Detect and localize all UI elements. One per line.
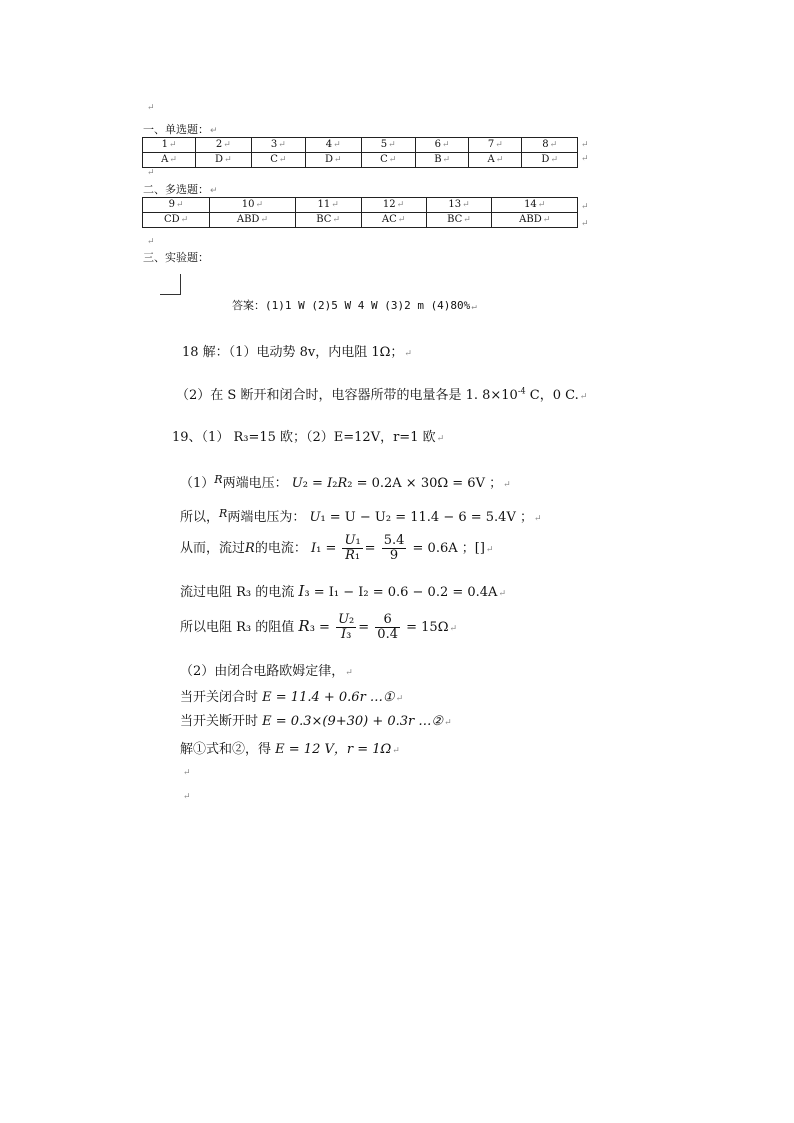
table-cell [361, 153, 415, 168]
table-cell [143, 198, 210, 213]
paragraph-mark: ↵ [345, 668, 353, 678]
table-cell [361, 138, 415, 153]
table-cell-value: 11 [317, 199, 331, 210]
paragraph-mark: ↵ [255, 200, 264, 210]
paragraph-mark: ↵ [537, 200, 546, 210]
paragraph-mark: ↵ [183, 792, 191, 802]
table-cell [305, 138, 361, 153]
table-cell-value: AC [381, 214, 397, 225]
table-cell-value: ABD [519, 214, 542, 225]
q19-line8 [180, 710, 452, 729]
paragraph-mark: ↵ [388, 140, 396, 150]
paragraph-mark: ↵ [278, 155, 287, 165]
q19-line5-text: 所以电阻 R₃ 的阻值 [180, 620, 295, 635]
paragraph-mark: ↵ [581, 202, 589, 212]
q19-line5: 所以电阻 R₃ 的阻值 R₃ = $\frac{\text{U₂}}{\text{I₃}}$ = $\frac{6}{0.4}$ = 15Ω↵ [180, 612, 458, 642]
table-cell [251, 138, 305, 153]
q19-line1-label: 两端电压： [222, 476, 288, 491]
paragraph-mark: ↵ [396, 200, 405, 210]
q19-line2-prefix: 所以， [180, 510, 220, 525]
q19-line7 [180, 686, 403, 705]
table-cell [196, 138, 252, 153]
paragraph-mark: ↵ [442, 140, 450, 150]
table-cell-value: 4 [325, 139, 333, 150]
q19-line1: $(1)^R$两端电压： U₂ = I₂R₂ = 0.2A × 30Ω = 6V ；↵ [180, 473, 511, 491]
table-cell-value: 1 [161, 139, 168, 150]
q19-line6 [180, 660, 353, 679]
q18-line2-suffix: C，0 C. [525, 388, 579, 403]
table-cell-value: 12 [382, 199, 396, 210]
q18-line2 [176, 384, 587, 403]
paragraph-mark: ↵ [581, 219, 589, 229]
paragraph-mark: ↵ [462, 200, 470, 210]
section-heading-text: 二、多选题： [143, 183, 209, 196]
paragraph-mark: ↵ [444, 718, 452, 728]
paragraph-mark: ↵ [581, 154, 589, 164]
table-cell-value: BC [447, 214, 463, 225]
paragraph-mark: ↵ [471, 302, 477, 312]
table-cell-value: CD [163, 214, 180, 225]
table-row [143, 198, 578, 213]
table-cell-value: 10 [241, 199, 255, 210]
table-cell [469, 153, 522, 168]
paragraph-mark: ↵ [392, 746, 400, 756]
fraction-numerator: 5.4 [383, 533, 405, 548]
q19-line1-end: ； [489, 476, 503, 491]
table-cell-value: D [541, 154, 550, 165]
q19-line8-equation: E = 0.3×(9+30) + 0.3r …② [262, 714, 444, 729]
paragraph-mark: ↵ [550, 155, 558, 165]
paragraph-mark: ↵ [169, 155, 177, 165]
q19-line4: 流过电阻 R₃ 的电流 I₃ = I₁ − I₂ = 0.6 − 0.2 = 0.4A↵ [180, 582, 506, 600]
section-heading-single-choice [143, 121, 218, 137]
q19-line4-text: 流过电阻 R₃ 的电流 [180, 585, 295, 600]
paragraph-mark: ↵ [210, 186, 218, 196]
table-cell [210, 213, 296, 228]
paragraph-mark: ↵ [175, 200, 184, 210]
fraction-u1-r1: $\frac{\text{U₁}}{\text{R₁}}$ [344, 533, 361, 563]
paragraph-mark: ↵ [278, 140, 286, 150]
q19-line9-equation: E = 12 V，r = 1Ω [275, 742, 392, 757]
paragraph-mark: ↵ [147, 168, 155, 178]
q19-line3-prefix: 从而，流过 [180, 541, 246, 556]
image-corner-frame [160, 274, 181, 295]
table-cell-value: 13 [448, 199, 462, 210]
paragraph-mark: ↵ [334, 155, 342, 165]
table-cell [295, 213, 361, 228]
q19-line2-end: ； [519, 510, 533, 525]
experiment-answer [232, 297, 477, 313]
table-cell-value: 3 [270, 139, 278, 150]
table-cell [492, 198, 578, 213]
q19-line5-equation: = 15Ω [406, 620, 449, 635]
table-row [143, 138, 578, 153]
table-cell-value: 6 [434, 139, 442, 150]
q18-line1 [182, 341, 412, 360]
table-cell [210, 198, 296, 213]
table-cell-value: A [161, 154, 169, 165]
q19-line9-text: 解①式和②，得 [180, 742, 272, 757]
fraction-5.4-9 [382, 534, 407, 563]
paragraph-mark: ↵ [260, 215, 268, 225]
q19-line2-equation: = U − U₂ = 11.4 − 6 = 5.4V [329, 510, 516, 525]
multi-choice-table [142, 197, 578, 228]
section-heading-experiment-cut: 三、实验题： [143, 251, 209, 264]
fraction-denominator: 0.4 [377, 627, 398, 642]
table-cell-value: 5 [380, 139, 388, 150]
table-cell-value: C [270, 154, 278, 165]
table-cell [415, 138, 468, 153]
paragraph-mark: ↵ [224, 155, 232, 165]
fraction-numerator: 6 [375, 613, 400, 628]
table-cell-value: 2 [215, 139, 223, 150]
table-cell [196, 153, 252, 168]
table-cell [361, 198, 426, 213]
paragraph-mark: ↵ [463, 215, 471, 225]
table-cell-value: B [434, 154, 442, 165]
q19-line2: 所以，$^R$两端电压为： U₁ = U − U₂ = 11.4 − 6 = 5.4V ；↵ [180, 507, 542, 525]
q19-line8-text: 当开关断开时 [180, 714, 259, 729]
table-cell-value: ABD [236, 214, 260, 225]
paragraph-mark: ↵ [436, 434, 445, 444]
paragraph-mark: ↵ [579, 392, 588, 402]
q18-line2-prefix: （2）在 S 断开和闭合时，电容器所带的电量各是 1. 8×10 [176, 388, 518, 403]
table-cell-value: 8 [542, 139, 549, 150]
paragraph-mark: ↵ [397, 215, 406, 225]
q19-line3: 从而，流过R的电流： I₁ = $\frac{\text{U₁}}{\text{R₁}}$ = $\frac{5.4}{9}$ = 0.6A ；[]↵ [180, 533, 494, 563]
table-cell [415, 153, 468, 168]
q19-line1-prefix: （1） [180, 476, 215, 491]
paragraph-mark: ↵ [503, 480, 511, 490]
q19-line7-text: 当开关闭合时 [180, 690, 259, 705]
paragraph-mark: ↵ [210, 126, 218, 136]
paragraph-mark: ↵ [534, 514, 542, 524]
table-row [143, 153, 578, 168]
table-cell-value: 9 [168, 199, 175, 210]
q19-line3-end: ；[] [461, 541, 485, 556]
table-cell [492, 213, 578, 228]
section-heading-multi-choice [143, 181, 218, 197]
paragraph-mark: ↵ [495, 140, 503, 150]
table-cell [251, 153, 305, 168]
q19-line4-equation: = I₁ − I₂ = 0.6 − 0.2 = 0.4A [313, 585, 498, 600]
fraction-denominator: 9 [389, 548, 399, 563]
table-cell [295, 198, 361, 213]
paragraph-mark: ↵ [388, 155, 397, 165]
q19-line2-label: 两端电压为： [227, 510, 306, 525]
q19-summary [172, 426, 444, 445]
table-cell-value: D [324, 154, 333, 165]
q18-exponent: -4 [517, 386, 526, 396]
table-cell [426, 213, 492, 228]
table-cell-value: 14 [524, 199, 537, 210]
paragraph-mark: ↵ [498, 589, 506, 599]
q19-line3-label: 的电流： [254, 541, 307, 556]
q19-summary-text: 19、（1） R₃=15 欧；（2）E=12V，r=1 欧 [172, 430, 436, 445]
section-heading-text: 一、单选题： [143, 123, 209, 136]
single-choice-table [142, 137, 578, 168]
table-cell [143, 138, 196, 153]
paragraph-mark: ↵ [549, 140, 558, 150]
paragraph-mark: ↵ [180, 215, 189, 225]
q19-line9 [180, 738, 400, 757]
paragraph-mark: ↵ [331, 200, 339, 210]
paragraph-mark: ↵ [485, 545, 494, 555]
experiment-answer-text: 答案：(1)1 W (2)5 W 4 W (3)2 m (4)80% [232, 299, 471, 312]
paragraph-mark: ↵ [495, 155, 504, 165]
q18-line1-text: 18 解：（1）电动势 8v，内电阻 1Ω； [182, 345, 404, 360]
table-cell [426, 198, 492, 213]
q19-line3-equation: = 0.6A [412, 541, 458, 556]
fraction-6-0.4 [375, 613, 400, 642]
q19-line6-text: （2）由闭合电路欧姆定律， [180, 664, 345, 679]
table-cell-value: C [380, 154, 388, 165]
table-row [143, 213, 578, 228]
paragraph-mark: ↵ [449, 624, 458, 634]
paragraph-mark: ↵ [542, 215, 551, 225]
paragraph-mark: ↵ [147, 237, 155, 247]
table-cell [522, 153, 578, 168]
table-cell-value: A [487, 154, 495, 165]
table-cell-value: 7 [487, 139, 495, 150]
table-cell [469, 138, 522, 153]
table-cell-value: D [215, 154, 224, 165]
paragraph-mark: ↵ [333, 140, 341, 150]
table-cell [361, 213, 426, 228]
paragraph-mark: ↵ [404, 349, 412, 359]
paragraph-mark: ↵ [183, 768, 191, 778]
q19-line7-equation: E = 11.4 + 0.6r …① [262, 690, 395, 705]
table-cell [143, 153, 196, 168]
table-cell [143, 213, 210, 228]
paragraph-mark: ↵ [147, 103, 155, 113]
q19-line1-equation: = 0.2A × 30Ω = 6V [356, 476, 485, 491]
table-cell [522, 138, 578, 153]
table-cell-value: BC [316, 214, 332, 225]
paragraph-mark: ↵ [332, 215, 340, 225]
paragraph-mark: ↵ [223, 140, 231, 150]
table-cell [305, 153, 361, 168]
paragraph-mark: ↵ [395, 694, 404, 704]
paragraph-mark: ↵ [168, 140, 177, 150]
paragraph-mark: ↵ [581, 140, 589, 150]
fraction-u2-i3: $\frac{\text{U₂}}{\text{I₃}}$ [338, 612, 355, 642]
paragraph-mark: ↵ [442, 155, 451, 165]
